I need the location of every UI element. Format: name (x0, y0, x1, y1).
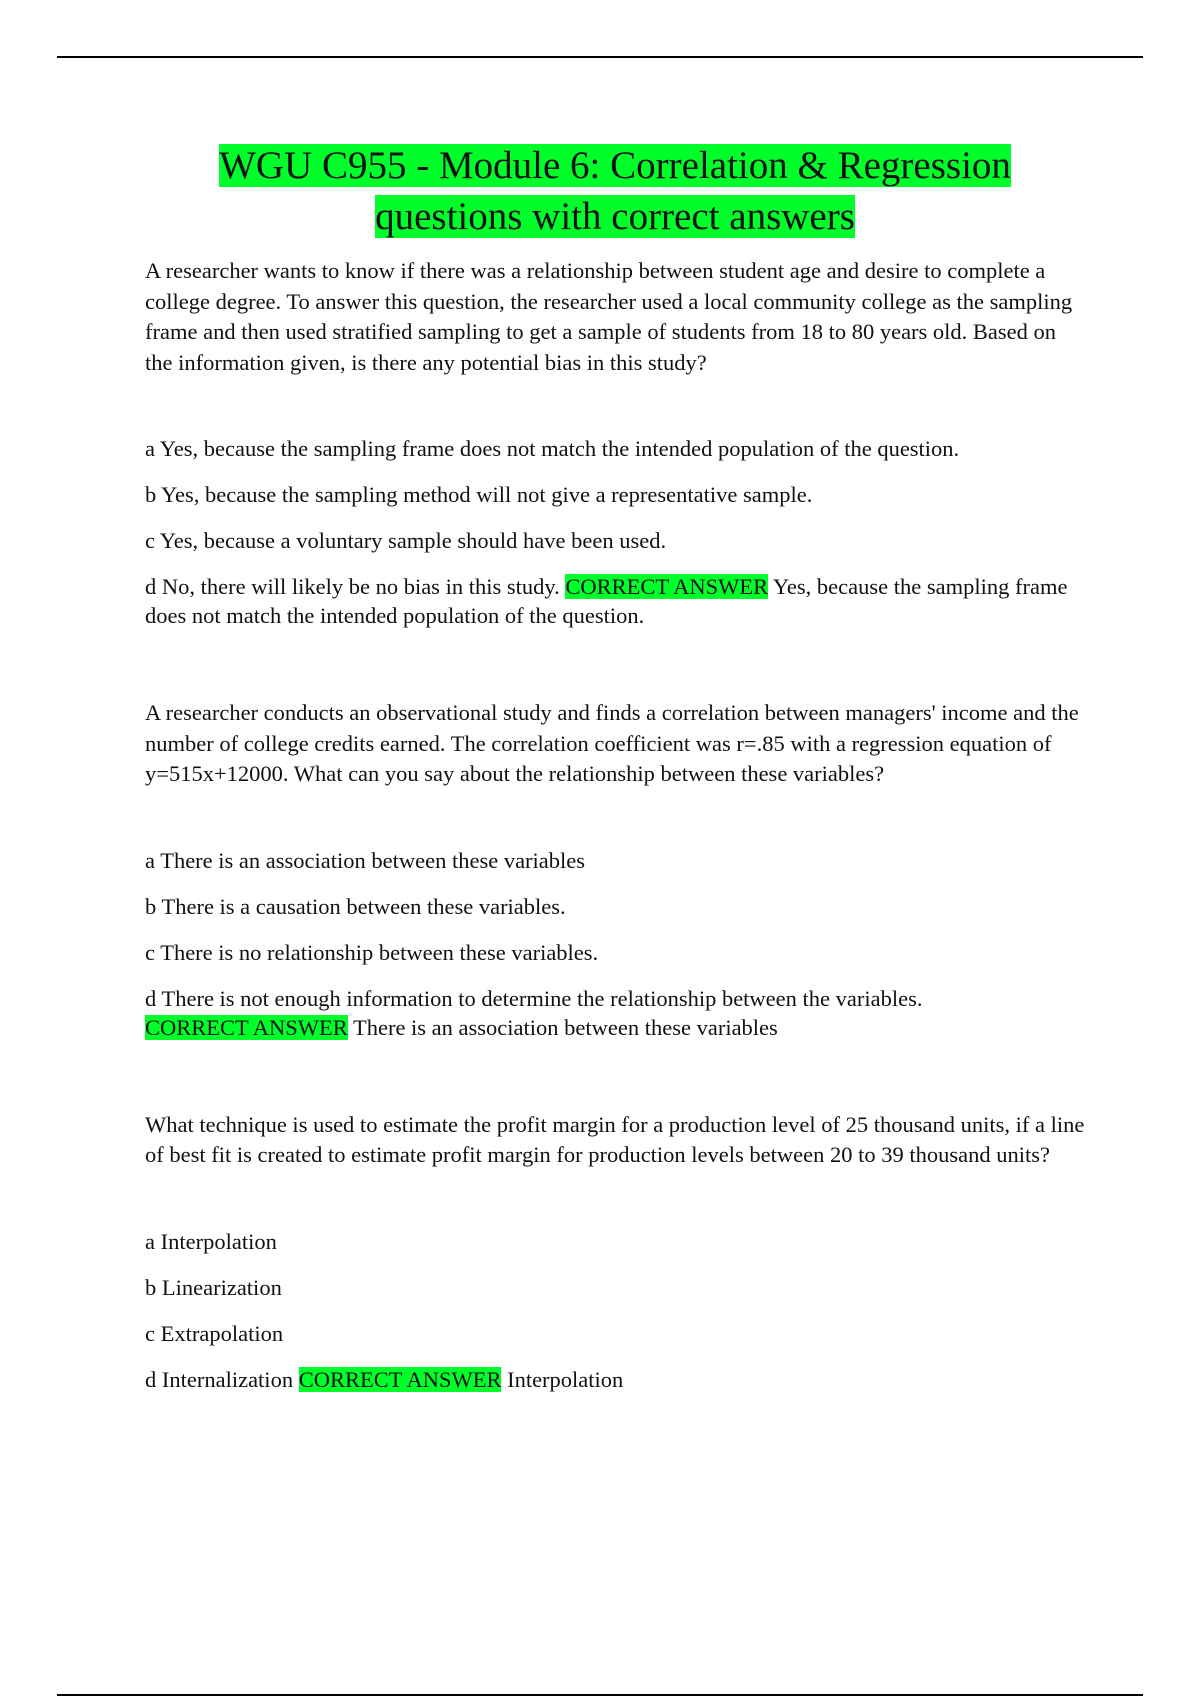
option-list (145, 434, 1085, 630)
correct-answer-text: Yes, because the sampling frame does not match the intended population of the question. (145, 574, 1068, 628)
option-b: b Yes, because the sampling method will not give a representative sample. (145, 482, 813, 507)
correct-answer-label: CORRECT ANSWER (298, 1366, 502, 1392)
option-d: d There is not enough information to determine the relationship between the variables. (145, 985, 923, 1011)
question-2 (145, 698, 1085, 1042)
question-1 (145, 256, 1085, 630)
option-a: a Yes, because the sampling frame does not match the intended population of the question. (145, 436, 960, 461)
option-a: a There is an association between these variables (145, 847, 586, 873)
question-3 (145, 1110, 1085, 1394)
question-text: What technique is used to estimate the profit margin for a production level of 25 thousand units, if a line of best fit is created to estimate profit margin for production levels between 20 to 39 thousand units? (145, 1111, 1085, 1167)
document-page (145, 140, 1085, 1411)
option-c: c There is no relationship between these variables. (145, 939, 599, 965)
option-c: c Extrapolation (145, 1320, 284, 1346)
footer-rule (57, 1694, 1143, 1696)
option-b: b Linearization (145, 1274, 282, 1300)
option-d: d Internalization (145, 1366, 294, 1392)
correct-answer-text: Interpolation (507, 1366, 624, 1392)
option-d-with-answer (145, 572, 1085, 630)
option-c: c Yes, because a voluntary sample should have been used. (145, 528, 667, 553)
option-d-with-answer (145, 1365, 1085, 1394)
option-a: a Interpolation (145, 1228, 277, 1254)
option-list (145, 1227, 1085, 1394)
option-b: b There is a causation between these variables. (145, 893, 566, 919)
document-title (145, 140, 1085, 242)
header-rule (57, 56, 1143, 58)
question-text: A researcher conducts an observational study and finds a correlation between managers' income and the number of college credits earned. The correlation coefficient was r=.85 with a regression equation of y=515x+12000. What can you say about the relationship between these variables? (145, 700, 1079, 786)
option-d-with-answer (145, 984, 1085, 1042)
correct-answer-label: CORRECT ANSWER (565, 574, 769, 599)
question-text: A researcher wants to know if there was a relationship between student age and desire to complete a college degree. To answer this question, the researcher used a local community college as the sampling frame and then used stratified sampling to get a sample of students from 18 to 80 years old. Based on the information given, is there any potential bias in this study? (145, 258, 1073, 375)
title-line-2: questions with correct answers (375, 195, 855, 238)
option-d: d No, there will likely be no bias in this study. (145, 574, 560, 599)
correct-answer-text: There is an association between these variables (352, 1014, 778, 1040)
title-line-1: WGU C955 - Module 6: Correlation & Regression (219, 144, 1011, 187)
option-list (145, 846, 1085, 1042)
correct-answer-label: CORRECT ANSWER (145, 1014, 348, 1040)
